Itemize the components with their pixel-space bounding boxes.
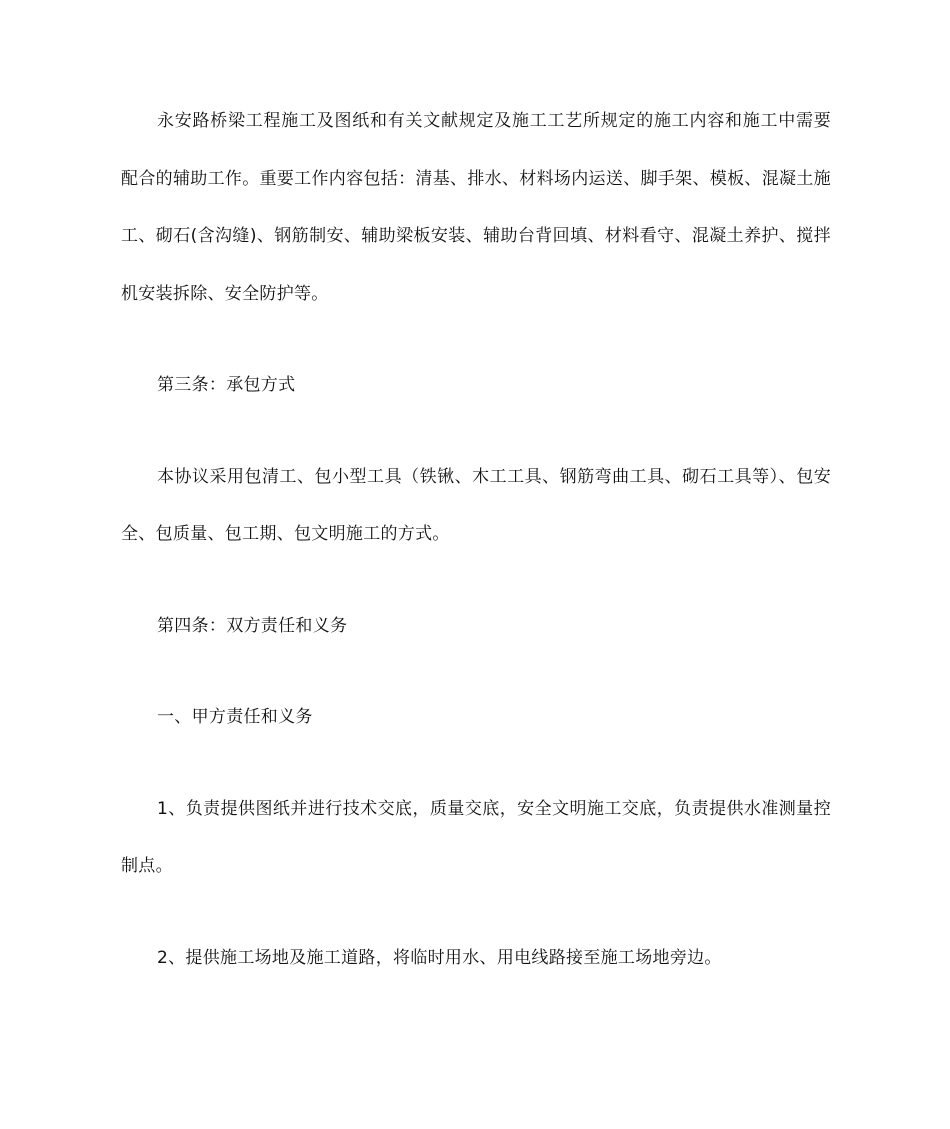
document-body	[121, 93, 831, 987]
heading-article-4: 第四条：双方责任和义务	[157, 615, 348, 636]
paragraph-scope-of-work: 永安路桥梁工程施工及图纸和有关文献规定及施工工艺所规定的施工内容和施工中需要配合的辅助工作。重要工作内容包括：清基、排水、材料场内运送、脚手架、模板、混凝土施工、砌石(含沟缝)、钢筋制安、辅助梁板安装、辅助台背回填、材料看守、混凝土养护、搅拌机安装拆除、安全防护等。	[121, 111, 831, 304]
list-item-party-a-1: 1、负责提供图纸并进行技术交底，质量交底，安全文明施工交底，负责提供水准测量控制点。	[121, 798, 831, 876]
paragraph-contract-method: 本协议采用包清工、包小型工具（铁锹、木工工具、钢筋弯曲工具、砌石工具等）、包安全、包质量、包工期、包文明施工的方式。	[121, 466, 831, 544]
heading-article-3: 第三条：承包方式	[157, 375, 296, 395]
heading-party-a-duties: 一、甲方责任和义务	[157, 707, 313, 727]
list-item-party-a-2: 2、提供施工场地及施工道路，将临时用水、用电线路接至施工场地旁边。	[157, 947, 722, 968]
